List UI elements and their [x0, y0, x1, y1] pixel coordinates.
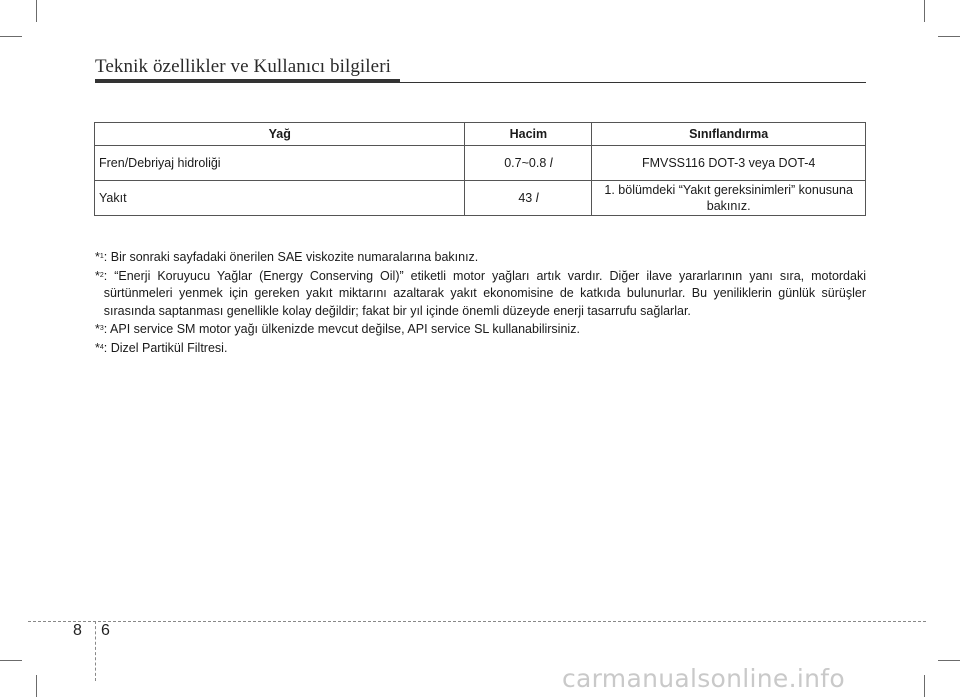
- footnote: [95, 321, 866, 339]
- footnote-mark: *$^2$: [95, 268, 104, 283]
- crop-mark: [36, 675, 37, 697]
- watermark-text: carmanualsonline.info: [562, 664, 845, 693]
- table-row: [95, 146, 866, 181]
- footnote-mark: *$^3$: [95, 322, 104, 336]
- footnote-mark: *$^1$: [95, 250, 104, 264]
- footnote-text: : Dizel Partikül Filtresi.: [103, 340, 228, 355]
- crop-mark: [0, 36, 22, 37]
- cell-classification: FMVSS116 DOT-3 veya DOT-4: [592, 146, 866, 181]
- page-number-chapter: 8: [73, 622, 82, 639]
- column-header-classification: Sınıflandırma: [592, 123, 866, 146]
- cell-volume: [465, 146, 592, 181]
- header-rule: [95, 82, 866, 83]
- column-header-volume: Hacim: [465, 123, 592, 146]
- page-number-separator: [95, 621, 96, 681]
- cell-classification: 1. bölümdeki “Yakıt gereksinimleri” konusuna bakınız.: [592, 181, 866, 216]
- volume-value: 43: [518, 191, 533, 205]
- footnote-text: : API service SM motor yağı ülkenizde mevcut değilse, API service SL kullanabilirsiniz.: [103, 322, 580, 336]
- crop-mark: [924, 0, 925, 22]
- volume-value: 0.7~0.8: [504, 156, 547, 170]
- column-header-oil: Yağ: [95, 123, 465, 146]
- crop-mark: [938, 36, 960, 37]
- cell-fluid-name: Fren/Debriyaj hidroliği: [95, 146, 465, 181]
- crop-mark: [924, 675, 925, 697]
- footnote: [95, 249, 866, 267]
- page-header-title: Teknik özellikler ve Kullanıcı bilgileri: [95, 56, 392, 77]
- volume-unit: l: [535, 191, 539, 205]
- volume-unit: l: [549, 156, 553, 170]
- footnotes: [95, 249, 866, 358]
- footnote: [95, 340, 866, 358]
- table-row: [95, 181, 866, 216]
- table-header-row: [95, 123, 866, 146]
- crop-mark: [938, 660, 960, 661]
- page-number-page: 6: [101, 622, 110, 639]
- cell-fluid-name: Yakıt: [95, 181, 465, 216]
- crop-mark: [36, 0, 37, 22]
- fluid-spec-table: [94, 122, 866, 216]
- footnote-text: : “Enerji Koruyucu Yağlar (Energy Conserving Oil)” etiketli motor yağları artık vardır. Diğer ilave yararlarının yanı sıra, motordaki sürtünmeleri yenmek için gereken yakıt miktarını azaltarak yakıt ekonomisine de katkıda bulunurlar. Bu yeniliklerin günlük sürüşler sırasında saptanması genellikle kolay değildir; fakat bir yıl içinde önemli düzeyde enerji tasarrufu sağlarlar.: [103, 268, 866, 318]
- crop-mark: [0, 660, 22, 661]
- footnote: [95, 268, 866, 321]
- footnote-mark: *$^4$: [95, 340, 104, 355]
- footnote-text: : Bir sonraki sayfadaki önerilen SAE viskozite numaralarına bakınız.: [103, 250, 479, 264]
- footer-dashed-rule: [28, 621, 926, 622]
- cell-volume: [465, 181, 592, 216]
